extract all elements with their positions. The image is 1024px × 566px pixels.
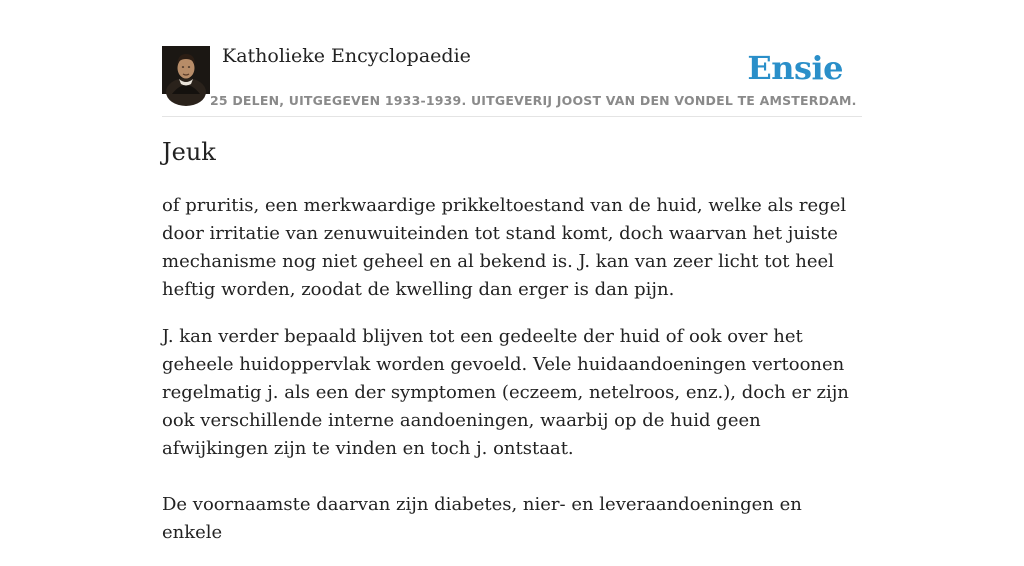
entry-paragraph: J. kan verder bepaald blijven tot een gedeelte der huid of ook over het geheele huidoppervlak worden gevoeld. Vele huidaandoeningen vertoonen regelmatig j. als een der symptomen (eczeem, netelroos, enz.), doch er zijn ook verschillende interne aandoeningen, waarbij op de huid geen afwijkingen zijn te vinden en toch j. ontstaat.: [162, 326, 849, 459]
portrait-avatar-image: [162, 46, 210, 94]
entry-title: Jeuk: [162, 138, 216, 166]
entry-paragraph: De voornaamste daarvan zijn diabetes, nier- en leveraandoeningen en enkele: [162, 494, 802, 543]
book-title[interactable]: Katholieke Encyclopaedie: [222, 45, 471, 67]
book-subtitle: 25 DELEN, UITGEGEVEN 1933-1939. UITGEVERIJ JOOST VAN DEN VONDEL TE AMSTERDAM.: [210, 93, 857, 108]
header: [162, 40, 862, 117]
entry-body: [162, 192, 862, 566]
ensie-logo[interactable]: Ensie: [747, 49, 843, 87]
portrait-avatar[interactable]: [162, 46, 210, 94]
entry-paragraph: of pruritis, een merkwaardige prikkeltoestand van de huid, welke als regel door irritatie van zenuwuiteinden tot stand komt, doch waarvan het juiste mechanisme nog niet geheel en al bekend is. J. kan van zeer licht tot heel heftig worden, zoodat de kwelling dan erger is dan pijn.: [162, 195, 847, 300]
